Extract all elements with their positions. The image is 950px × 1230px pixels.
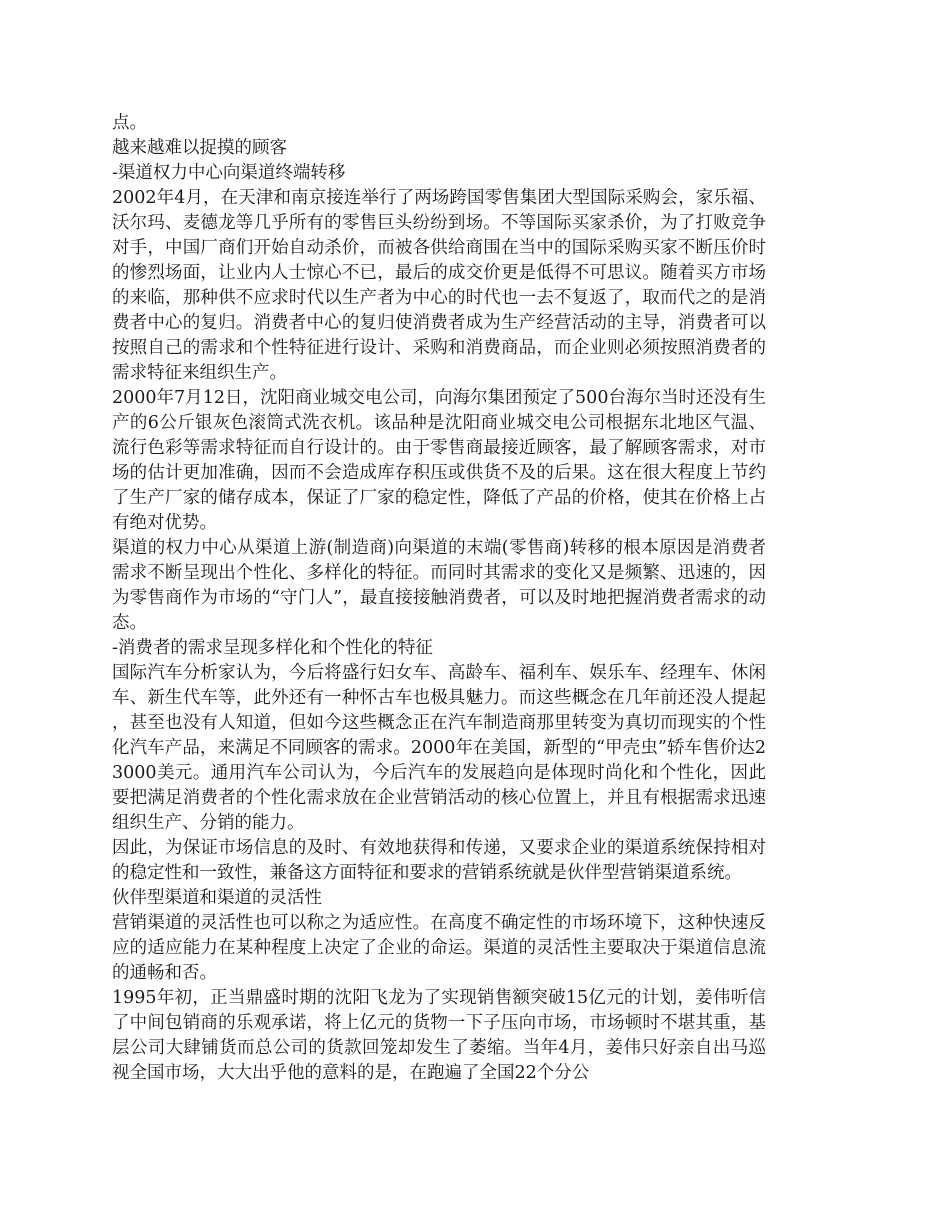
document-page — [112, 111, 766, 1086]
paragraph-haier-2000: 2000年7月12日，沈阳商业城交电公司，向海尔集团预定了500台海尔当时还没有生产的6公斤银灰色滚筒式洗衣机。该品种是沈阳商业城交电公司根据东北地区气温、流行色彩等需求特征而自行设计的。由于零售商最接近顾客，最了解顾客需求，对市场的估计更加准确，因而不会造成库存积压或供货不及的后果。这在很大程度上节约了生产厂家的储存成本，保证了厂家的稳定性，降低了产品的价格，使其在价格上占有绝对优势。 — [112, 388, 766, 533]
section-heading-flexibility: 伙伴型渠道和渠道的灵活性 — [112, 888, 322, 908]
paragraph-continuation: 点。 — [112, 113, 147, 133]
paragraph-partner-system: 因此，为保证市场信息的及时、有效地获得和传递，又要求企业的渠道系统保持相对的稳定性和一致性，兼备这方面特征和要求的营销系统就是伙伴型营销渠道系统。 — [112, 838, 766, 883]
section-heading-elusive-customers: 越来越难以捉摸的顾客 — [112, 138, 287, 158]
paragraph-feilong-1995: 1995年初，正当鼎盛时期的沈阳飞龙为了实现销售额突破15亿元的计划，姜伟听信了中间包销商的乐观承诺，将上亿元的货物一下子压向市场，市场顿时不堪其重，基层公司大肆铺货而总公司的货款回笼却发生了萎缩。当年4月，姜伟只好亲自出马巡视全国市场，大大出乎他的意料的是，在跑遍了全国22个分公 — [112, 988, 766, 1083]
subheading-power-shift: -渠道权力中心向渠道终端转移 — [112, 163, 346, 183]
subheading-consumer-demand: -消费者的需求呈现多样化和个性化的特征 — [112, 638, 433, 658]
paragraph-auto-analysts: 国际汽车分析家认为，今后将盛行妇女车、高龄车、福利车、娱乐车、经理车、休闲车、新生代车等，此外还有一种怀古车也极具魅力。而这些概念在几年前还没人提起，甚至也没有人知道，但如今这些概念正在汽车制造商那里转变为真切而现实的个性化汽车产品，来满足不同顾客的需求。2000年在美国，新型的“甲壳虫”轿车售价达23000美元。通用汽车公司认为，今后汽车的发展趋向是体现时尚化和个性化，因此要把满足消费者的个性化需求放在企业营销活动的核心位置上，并且有根据需求迅速组织生产、分销的能力。 — [112, 663, 766, 833]
paragraph-procurement-2002: 2002年4月，在天津和南京接连举行了两场跨国零售集团大型国际采购会，家乐福、沃尔玛、麦德龙等几乎所有的零售巨头纷纷到场。不等国际买家杀价，为了打败竞争对手，中国厂商们开始自动杀价，而被各供给商围在当中的国际采购买家不断压价时的惨烈场面，让业内人士惊心不已，最后的成交价更是低得不可思议。随着买方市场的来临，那种供不应求时代以生产者为中心的时代也一去不复返了，取而代之的是消费者中心的复归。消费者中心的复归使消费者成为生产经营活动的主导，消费者可以按照自己的需求和个性特征进行设计、采购和消费商品，而企业则必须按照消费者的需求特征来组织生产。 — [112, 188, 766, 383]
paragraph-adaptability: 营销渠道的灵活性也可以称之为适应性。在高度不确定性的市场环境下，这种快速反应的适应能力在某种程度上决定了企业的命运。渠道的灵活性主要取决于渠道信息流的通畅和否。 — [112, 913, 766, 983]
paragraph-power-reason: 渠道的权力中心从渠道上游(制造商)向渠道的末端(零售商)转移的根本原因是消费者需求不断呈现出个性化、多样化的特征。而同时其需求的变化又是频繁、迅速的，因为零售商作为市场的“守门人”，最直接接触消费者，可以及时地把握消费者需求的动态。 — [112, 538, 766, 633]
